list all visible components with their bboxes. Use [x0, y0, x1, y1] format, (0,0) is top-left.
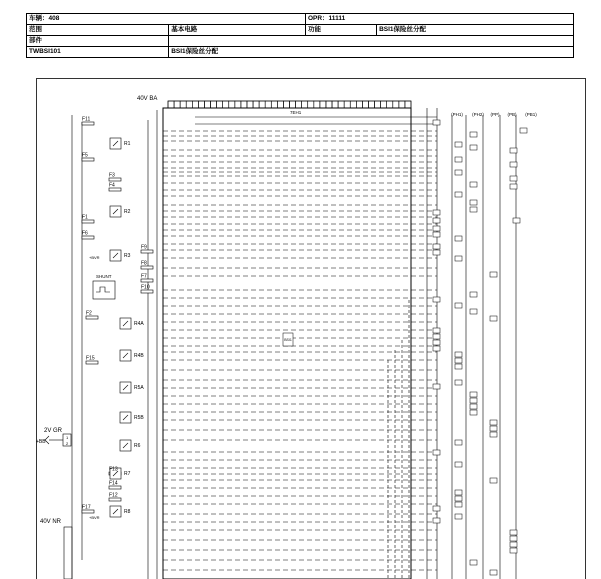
pin-box: [433, 450, 440, 455]
top-connector-pin: [362, 101, 368, 108]
fuse-label: F14: [109, 480, 118, 487]
top-connector-pin: [356, 101, 362, 108]
top-connector-pin: [235, 101, 241, 108]
pin-box: [455, 364, 462, 369]
top-connector-pin: [338, 101, 344, 108]
pin-box: [510, 548, 517, 553]
top-connector-pin: [223, 101, 229, 108]
top-connector-pin: [265, 101, 271, 108]
pin-box: [470, 410, 477, 415]
pin-box: [470, 200, 477, 205]
pin-box: [455, 303, 462, 308]
pin-box: [470, 560, 477, 565]
pin-box: [470, 404, 477, 409]
pin-box: [455, 358, 462, 363]
pin-box: [470, 398, 477, 403]
top-connector-sub: 7EH1: [290, 110, 302, 115]
right-header: (PH2): [472, 112, 484, 117]
pin-box: [433, 384, 440, 389]
top-connector-pin: [217, 101, 223, 108]
top-connector-pin: [271, 101, 277, 108]
relay-label: R4B: [134, 353, 144, 359]
top-connector-pin: [229, 101, 235, 108]
top-connector-pin: [393, 101, 399, 108]
top-connector-pin: [198, 101, 204, 108]
fuse-label: F5: [82, 152, 88, 159]
relay-label: R7: [124, 471, 131, 477]
top-connector-pin: [308, 101, 314, 108]
top-connector-pin: [314, 101, 320, 108]
fuse-label: F8: [141, 260, 147, 267]
top-connector-pin: [180, 101, 186, 108]
pin-box: [470, 392, 477, 397]
top-connector-pin: [253, 101, 259, 108]
pin-box: [455, 352, 462, 357]
pin-box: [470, 145, 477, 150]
top-connector-pin: [247, 101, 253, 108]
pin-box: [455, 142, 462, 147]
scope-value: 基本电路: [169, 25, 306, 36]
pin-box: [455, 170, 462, 175]
vbat-label-r3: +BVR: [89, 255, 100, 260]
pin-box: [433, 210, 440, 215]
pin-box: [510, 536, 517, 541]
vbat-label-r8: +BVR: [89, 515, 100, 520]
pin-box: [433, 244, 440, 249]
pin-box: [433, 340, 440, 345]
right-header: (PB1): [525, 112, 537, 117]
top-connector-pin: [259, 101, 265, 108]
top-connector-pin: [399, 101, 405, 108]
top-connector-pin: [302, 101, 308, 108]
relay-label: R5B: [134, 415, 144, 421]
pin-box: [455, 157, 462, 162]
center-bsi-label: BSI1: [284, 338, 292, 342]
pin-box: [433, 120, 440, 125]
top-connector-pin: [277, 101, 283, 108]
top-connector-pin: [368, 101, 374, 108]
left-connector-1-pin-2: 2: [66, 441, 69, 446]
left-connector-2-label: 40V NR: [40, 519, 62, 525]
pin-box: [455, 192, 462, 197]
fuse-label: F4: [109, 182, 115, 189]
function-value: BSI1保险丝分配: [377, 25, 574, 36]
top-connector-label: 40V BA: [137, 96, 158, 102]
pin-box: [433, 218, 440, 223]
pin-box: [490, 316, 497, 321]
top-connector-pin: [168, 101, 174, 108]
fuse-label: F10: [141, 284, 150, 291]
pin-box: [510, 542, 517, 547]
left-connector-1-pin-1: 1: [66, 435, 69, 440]
pin-box: [510, 530, 517, 535]
shunt-label: SHUNT: [96, 274, 112, 279]
fuse-label: F11: [82, 116, 91, 123]
top-connector-pin: [344, 101, 350, 108]
top-connector-pin: [320, 101, 326, 108]
pin-box: [513, 218, 520, 223]
pin-box: [433, 334, 440, 339]
top-connector-pin: [174, 101, 180, 108]
pin-box: [433, 250, 440, 255]
relay-label: R5A: [134, 385, 144, 391]
pin-box: [455, 256, 462, 261]
pin-box: [510, 162, 517, 167]
relay-label: R2: [124, 209, 131, 215]
pin-box: [470, 309, 477, 314]
fuse-label: F6: [82, 230, 88, 237]
pin-box: [455, 236, 462, 241]
pin-box: [433, 297, 440, 302]
pin-box: [433, 328, 440, 333]
top-connector-pin: [326, 101, 332, 108]
fuse-label: F1: [82, 214, 88, 221]
part-label: 部件: [27, 36, 169, 47]
top-connector-pin: [211, 101, 217, 108]
top-connector-pin: [405, 101, 411, 108]
top-connector-pin: [186, 101, 192, 108]
top-connector-pin: [241, 101, 247, 108]
pin-box: [490, 426, 497, 431]
pin-box: [490, 570, 497, 575]
left-connector-1-label: 2V GR: [44, 428, 63, 434]
code-cell: TWBSI101: [27, 47, 169, 58]
left-connector-1-net: +BB: [36, 439, 46, 445]
relay-label: R1: [124, 141, 131, 147]
right-header: (PP): [490, 112, 500, 117]
pin-box: [455, 514, 462, 519]
fuse-label: F7: [141, 273, 147, 280]
pin-box: [470, 292, 477, 297]
fuse-label: F12: [109, 492, 118, 499]
pin-box: [433, 226, 440, 231]
top-connector-pin: [296, 101, 302, 108]
top-connector-pin: [350, 101, 356, 108]
relay-label: R6: [134, 443, 141, 449]
top-connector-pin: [204, 101, 210, 108]
scope-label: 范围: [27, 25, 169, 36]
pin-box: [490, 478, 497, 483]
pin-box: [455, 462, 462, 467]
relay-label: R4A: [134, 321, 144, 327]
pin-box: [470, 132, 477, 137]
fuse-label: F2: [86, 310, 92, 317]
fuse-label: F15: [86, 355, 95, 362]
top-connector-pin: [290, 101, 296, 108]
fuse-label: F9: [141, 244, 147, 251]
pin-box: [433, 232, 440, 237]
pin-box: [470, 207, 477, 212]
top-connector-pin: [387, 101, 393, 108]
top-connector-pin: [283, 101, 289, 108]
top-connector-pin: [332, 101, 338, 108]
pin-box: [455, 440, 462, 445]
shunt-symbol: [93, 281, 115, 299]
relay-label: R3: [124, 253, 131, 259]
relay-label: R8: [124, 509, 131, 515]
opr-cell: OPR：11111: [305, 14, 573, 25]
pin-box: [510, 176, 517, 181]
pin-box: [455, 380, 462, 385]
pin-box: [455, 490, 462, 495]
pin-box: [510, 184, 517, 189]
pin-box: [490, 432, 497, 437]
pin-box: [520, 128, 527, 133]
description-cell: BSI1保险丝分配: [169, 47, 574, 58]
vehicle-cell: 车辆：408: [27, 14, 306, 25]
pin-box: [433, 518, 440, 523]
pin-box: [490, 420, 497, 425]
pin-box: [455, 502, 462, 507]
pin-box: [470, 182, 477, 187]
fuse-label: F17: [82, 504, 91, 511]
pin-box: [433, 506, 440, 511]
right-header: (PH1): [451, 112, 463, 117]
pin-box: [433, 346, 440, 351]
top-connector-pin: [375, 101, 381, 108]
top-connector-pin: [192, 101, 198, 108]
right-header: (PB): [507, 112, 517, 117]
fuse-label: F13: [109, 466, 118, 473]
fuse-label: F3: [109, 172, 115, 179]
function-label: 功能: [305, 25, 376, 36]
pin-box: [510, 148, 517, 153]
pin-box: [455, 496, 462, 501]
pin-box: [490, 272, 497, 277]
top-connector-pin: [381, 101, 387, 108]
